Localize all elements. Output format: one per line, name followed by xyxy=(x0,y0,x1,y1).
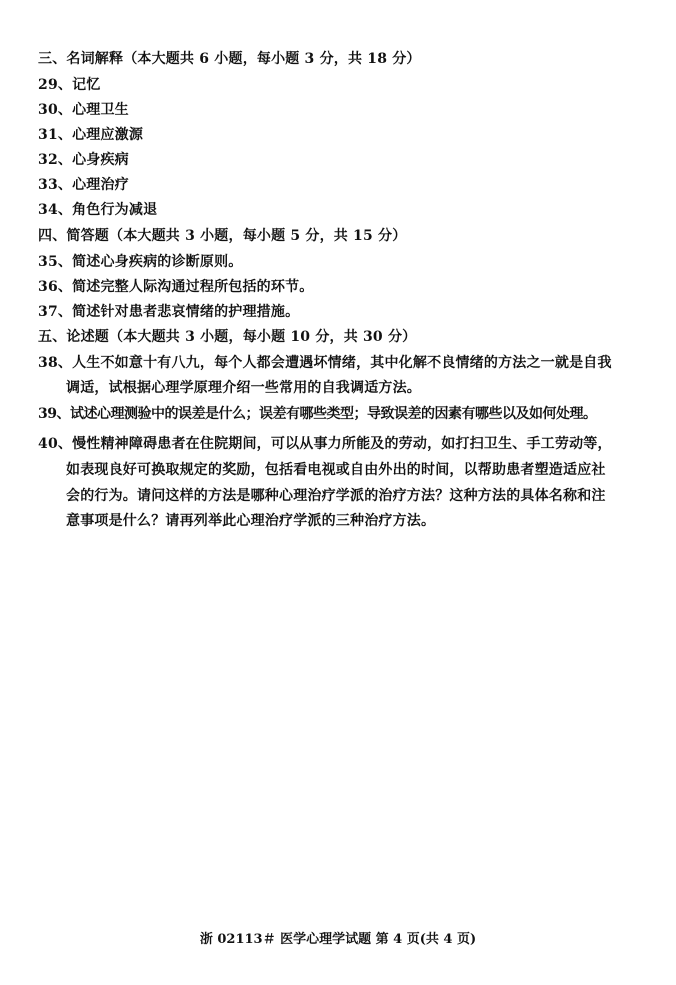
question-35: 35、简述心身疾病的诊断原则。 xyxy=(38,254,243,270)
section-heading-noun-explanation: 三、名词解释（本大题共 6 小题，每小题 3 分，共 18 分） xyxy=(38,51,421,67)
question-32: 32、心身疾病 xyxy=(38,152,129,168)
question-31: 31、心理应激源 xyxy=(38,127,144,143)
question-36: 36、简述完整人际沟通过程所包括的环节。 xyxy=(38,279,314,295)
question-40-line-2: 如表现良好可换取规定的奖励，包括看电视或自由外出的时间，以帮助患者塑造适应社 xyxy=(66,462,606,478)
question-29: 29、记忆 xyxy=(38,77,101,93)
question-30: 30、心理卫生 xyxy=(38,102,129,118)
question-38-line-2: 调适，试根据心理学原理介绍一些常用的自我调适方法。 xyxy=(66,380,421,396)
question-37: 37、简述针对患者悲哀情绪的护理措施。 xyxy=(38,304,300,320)
section-heading-short-answer: 四、简答题（本大题共 3 小题，每小题 5 分，共 15 分） xyxy=(38,228,407,244)
question-34: 34、角色行为减退 xyxy=(38,202,158,218)
question-40-line-3: 会的行为。请问这样的方法是哪种心理治疗学派的治疗方法？这种方法的具体名称和注 xyxy=(66,488,606,504)
question-39: 39、试述心理测验中的误差是什么；误差有哪些类型；导致误差的因素有哪些以及如何处理。 xyxy=(38,406,597,422)
question-38-line-1: 38、人生不如意十有八九，每个人都会遭遇坏情绪，其中化解不良情绪的方法之一就是自我 xyxy=(38,355,612,371)
page-footer: 浙 02113＃ 医学心理学试题 第 4 页(共 4 页) xyxy=(199,932,477,947)
section-heading-essay: 五、论述题（本大题共 3 小题，每小题 10 分，共 30 分） xyxy=(38,329,417,345)
question-40-line-4: 意事项是什么？请再列举此心理治疗学派的三种治疗方法。 xyxy=(66,513,436,529)
question-33: 33、心理治疗 xyxy=(38,177,129,193)
question-40-line-1: 40、慢性精神障碍患者在住院期间，可以从事力所能及的劳动，如打扫卫生、手工劳动等， xyxy=(38,436,612,452)
